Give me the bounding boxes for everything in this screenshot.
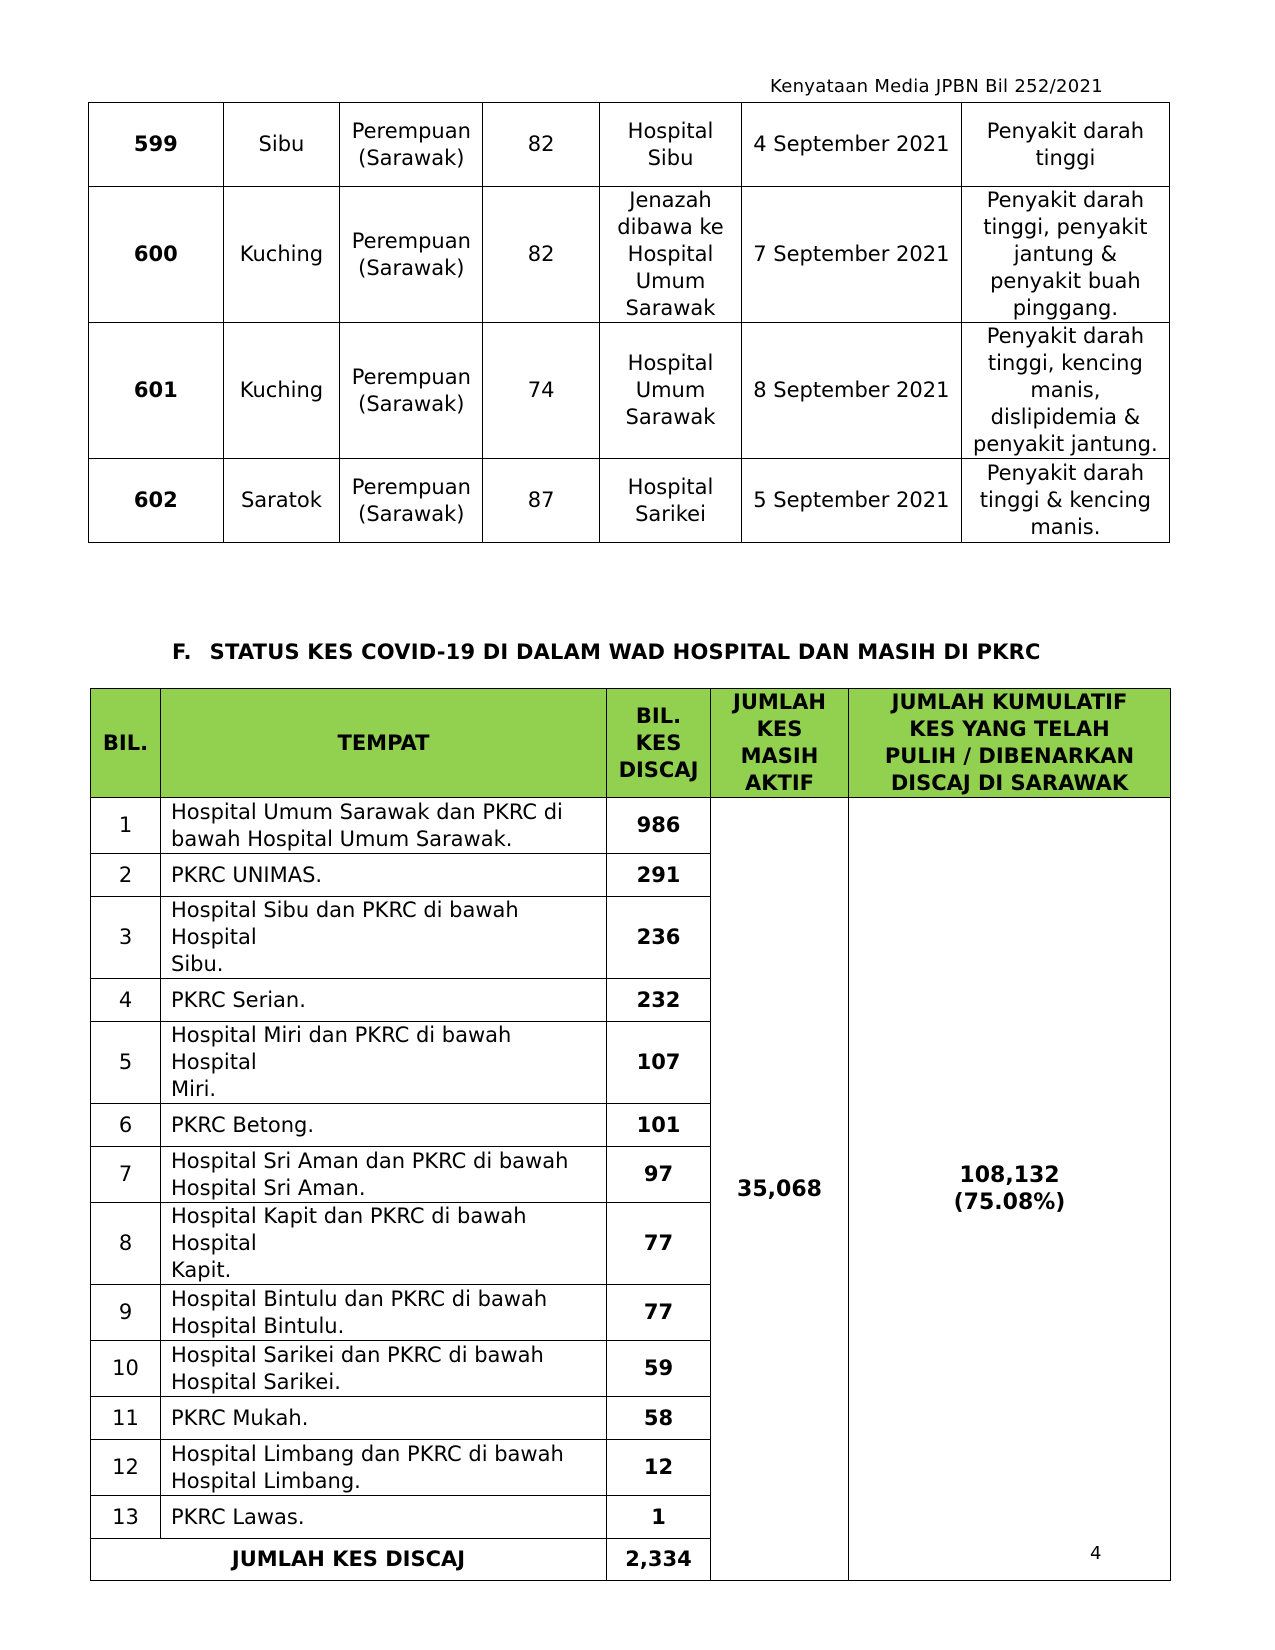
cell-line: tinggi bbox=[1035, 145, 1096, 170]
gender-label: Perempuan bbox=[351, 118, 471, 143]
row-discaj: 77 bbox=[607, 1285, 711, 1341]
row-bil: 9 bbox=[91, 1285, 161, 1341]
cell-line: Sarawak bbox=[625, 405, 716, 429]
cell-line: Penyakit darah bbox=[986, 461, 1145, 485]
case-place bbox=[600, 187, 742, 323]
cell-line: tinggi, kencing bbox=[987, 351, 1143, 375]
row-tempat bbox=[161, 1397, 607, 1440]
cell-line: JUMLAH KUMULATIF bbox=[891, 690, 1128, 714]
case-district: Saratok bbox=[223, 459, 340, 543]
cell-line: tinggi & kencing bbox=[979, 488, 1151, 512]
cell-line: Sarikei bbox=[635, 501, 706, 526]
section-letter: F. bbox=[172, 640, 192, 664]
row-bil: 8 bbox=[91, 1203, 161, 1285]
cell-line: Kapit. bbox=[171, 1258, 232, 1282]
gender-label: Perempuan bbox=[351, 228, 471, 253]
case-conditions bbox=[961, 323, 1169, 459]
cell-line: PKRC UNIMAS. bbox=[171, 862, 323, 887]
case-gender bbox=[340, 103, 483, 187]
row-discaj: 58 bbox=[607, 1397, 711, 1440]
hospital-status-table bbox=[90, 688, 1171, 1581]
cell-line: Penyakit darah bbox=[986, 118, 1145, 143]
header-bil: BIL. bbox=[91, 689, 161, 798]
cell-line: MASIH bbox=[740, 744, 819, 768]
section-title bbox=[172, 640, 1041, 664]
row-bil: 6 bbox=[91, 1104, 161, 1147]
row-discaj: 59 bbox=[607, 1341, 711, 1397]
cell-line: Sibu bbox=[647, 145, 694, 170]
cell-line: PKRC Serian. bbox=[171, 987, 306, 1012]
death-case-row bbox=[89, 459, 1170, 543]
cell-line: Hospital Kapit dan PKRC di bawah Hospital bbox=[171, 1204, 527, 1255]
cell-line: penyakit buah bbox=[990, 269, 1141, 293]
cell-line: Hospital Limbang. bbox=[171, 1468, 361, 1493]
row-bil: 3 bbox=[91, 897, 161, 979]
cell-line: manis. bbox=[1030, 515, 1101, 539]
total-value: 2,334 bbox=[607, 1539, 711, 1581]
row-discaj: 97 bbox=[607, 1147, 711, 1203]
cell-line: Hospital bbox=[627, 118, 714, 143]
row-bil: 2 bbox=[91, 854, 161, 897]
case-gender bbox=[340, 323, 483, 459]
case-gender bbox=[340, 459, 483, 543]
cell-line: KES YANG TELAH bbox=[909, 717, 1110, 741]
cell-line: Hospital Umum Sarawak dan PKRC di bbox=[171, 799, 563, 824]
row-tempat bbox=[161, 1341, 607, 1397]
cell-line: Umum bbox=[635, 378, 706, 402]
cell-line: Penyakit darah bbox=[986, 324, 1145, 348]
cell-line: Hospital Sarikei. bbox=[171, 1369, 341, 1394]
cell-line: PKRC Lawas. bbox=[171, 1504, 305, 1529]
case-number: 601 bbox=[89, 323, 224, 459]
row-tempat bbox=[161, 854, 607, 897]
cell-line: Hospital Sri Aman. bbox=[171, 1175, 366, 1200]
case-number: 602 bbox=[89, 459, 224, 543]
case-conditions bbox=[961, 103, 1169, 187]
case-age: 82 bbox=[483, 103, 600, 187]
cell-line: tinggi, penyakit bbox=[983, 215, 1148, 239]
row-tempat bbox=[161, 1203, 607, 1285]
row-discaj: 77 bbox=[607, 1203, 711, 1285]
row-bil: 13 bbox=[91, 1496, 161, 1539]
row-discaj: 107 bbox=[607, 1022, 711, 1104]
case-number: 599 bbox=[89, 103, 224, 187]
death-case-row bbox=[89, 103, 1170, 187]
row-discaj: 232 bbox=[607, 979, 711, 1022]
cell-line: penyakit jantung. bbox=[973, 432, 1158, 456]
gender-label: Perempuan bbox=[351, 364, 471, 389]
cell-line: Hospital bbox=[627, 474, 714, 499]
row-discaj: 12 bbox=[607, 1440, 711, 1496]
origin-label: (Sarawak) bbox=[358, 145, 465, 170]
total-label: JUMLAH KES DISCAJ bbox=[91, 1539, 607, 1581]
section-heading: STATUS KES COVID-19 DI DALAM WAD HOSPITAL DAN MASIH DI PKRC bbox=[209, 640, 1041, 664]
cell-line: Hospital Limbang dan PKRC di bawah bbox=[171, 1441, 564, 1466]
cell-line: Sibu. bbox=[171, 952, 224, 976]
cell-line: PULIH / DIBENARKAN bbox=[884, 744, 1135, 768]
cell-line: Sarawak bbox=[625, 296, 716, 320]
row-bil: 1 bbox=[91, 798, 161, 854]
case-age: 82 bbox=[483, 187, 600, 323]
case-date: 8 September 2021 bbox=[741, 323, 961, 459]
cell-line: KES bbox=[756, 717, 803, 741]
cell-line: manis, bbox=[1030, 378, 1101, 402]
death-case-row bbox=[89, 187, 1170, 323]
row-tempat bbox=[161, 1496, 607, 1539]
death-case-row bbox=[89, 323, 1170, 459]
row-bil: 7 bbox=[91, 1147, 161, 1203]
cell-line: Penyakit darah bbox=[986, 188, 1145, 212]
row-tempat bbox=[161, 1147, 607, 1203]
cell-line: Umum bbox=[635, 269, 706, 293]
row-discaj: 236 bbox=[607, 897, 711, 979]
cell-line: jantung & bbox=[1013, 242, 1117, 266]
case-conditions bbox=[961, 187, 1169, 323]
document-header: Kenyataan Media JPBN Bil 252/2021 bbox=[770, 76, 1104, 97]
cell-line: JUMLAH bbox=[733, 690, 826, 714]
cell-line: 108,132 bbox=[959, 1163, 1060, 1188]
case-district: Kuching bbox=[223, 187, 340, 323]
row-tempat bbox=[161, 897, 607, 979]
page-number: 4 bbox=[1090, 1543, 1102, 1564]
gender-label: Perempuan bbox=[351, 474, 471, 499]
origin-label: (Sarawak) bbox=[358, 255, 465, 280]
row-tempat bbox=[161, 1285, 607, 1341]
cell-line: bawah Hospital Umum Sarawak. bbox=[171, 826, 513, 851]
cell-line: Hospital Miri dan PKRC di bawah Hospital bbox=[171, 1023, 512, 1074]
case-age: 74 bbox=[483, 323, 600, 459]
row-tempat bbox=[161, 798, 607, 854]
cell-line: Hospital Sri Aman dan PKRC di bawah bbox=[171, 1148, 569, 1173]
cell-line: KES bbox=[635, 730, 682, 755]
active-cases-value: 35,068 bbox=[711, 798, 849, 1581]
case-place bbox=[600, 323, 742, 459]
cell-line: Hospital bbox=[627, 242, 714, 266]
case-conditions bbox=[961, 459, 1169, 543]
row-discaj: 1 bbox=[607, 1496, 711, 1539]
case-age: 87 bbox=[483, 459, 600, 543]
header-kumulatif bbox=[849, 689, 1171, 798]
cell-line: Hospital Bintulu. bbox=[171, 1313, 345, 1338]
row-tempat bbox=[161, 1440, 607, 1496]
origin-label: (Sarawak) bbox=[358, 391, 465, 416]
row-tempat bbox=[161, 979, 607, 1022]
case-date: 7 September 2021 bbox=[741, 187, 961, 323]
header-tempat: TEMPAT bbox=[161, 689, 607, 798]
cell-line: Hospital bbox=[627, 351, 714, 375]
row-discaj: 101 bbox=[607, 1104, 711, 1147]
row-bil: 12 bbox=[91, 1440, 161, 1496]
cell-line: Miri. bbox=[171, 1077, 217, 1101]
case-date: 4 September 2021 bbox=[741, 103, 961, 187]
death-cases-table bbox=[88, 102, 1170, 543]
row-discaj: 986 bbox=[607, 798, 711, 854]
case-place bbox=[600, 459, 742, 543]
row-tempat bbox=[161, 1104, 607, 1147]
cumulative-value bbox=[849, 798, 1171, 1581]
case-district: Sibu bbox=[223, 103, 340, 187]
row-tempat bbox=[161, 1022, 607, 1104]
cell-line: DISCAJ DI SARAWAK bbox=[890, 771, 1129, 795]
cell-line: pinggang. bbox=[1012, 296, 1119, 320]
row-bil: 11 bbox=[91, 1397, 161, 1440]
cell-line: dibawa ke bbox=[617, 215, 724, 239]
cell-line: PKRC Betong. bbox=[171, 1112, 315, 1137]
header-aktif bbox=[711, 689, 849, 798]
cell-line: PKRC Mukah. bbox=[171, 1405, 309, 1430]
row-bil: 5 bbox=[91, 1022, 161, 1104]
row-bil: 4 bbox=[91, 979, 161, 1022]
cell-line: BIL. bbox=[635, 703, 682, 728]
row-bil: 10 bbox=[91, 1341, 161, 1397]
case-number: 600 bbox=[89, 187, 224, 323]
cell-line: Hospital Sibu dan PKRC di bawah Hospital bbox=[171, 898, 519, 949]
cell-line: Jenazah bbox=[629, 188, 712, 212]
status-row bbox=[91, 798, 1171, 854]
row-discaj: 291 bbox=[607, 854, 711, 897]
cell-line: Hospital Bintulu dan PKRC di bawah bbox=[171, 1286, 548, 1311]
cell-line: DISCAJ bbox=[618, 757, 699, 782]
cell-line: AKTIF bbox=[744, 771, 814, 795]
case-date: 5 September 2021 bbox=[741, 459, 961, 543]
cell-line: Hospital Sarikei dan PKRC di bawah bbox=[171, 1342, 544, 1367]
case-gender bbox=[340, 187, 483, 323]
case-district: Kuching bbox=[223, 323, 340, 459]
cell-line: dislipidemia & bbox=[990, 405, 1141, 429]
origin-label: (Sarawak) bbox=[358, 501, 465, 526]
header-discaj bbox=[607, 689, 711, 798]
cell-line: (75.08%) bbox=[953, 1190, 1066, 1215]
case-place bbox=[600, 103, 742, 187]
